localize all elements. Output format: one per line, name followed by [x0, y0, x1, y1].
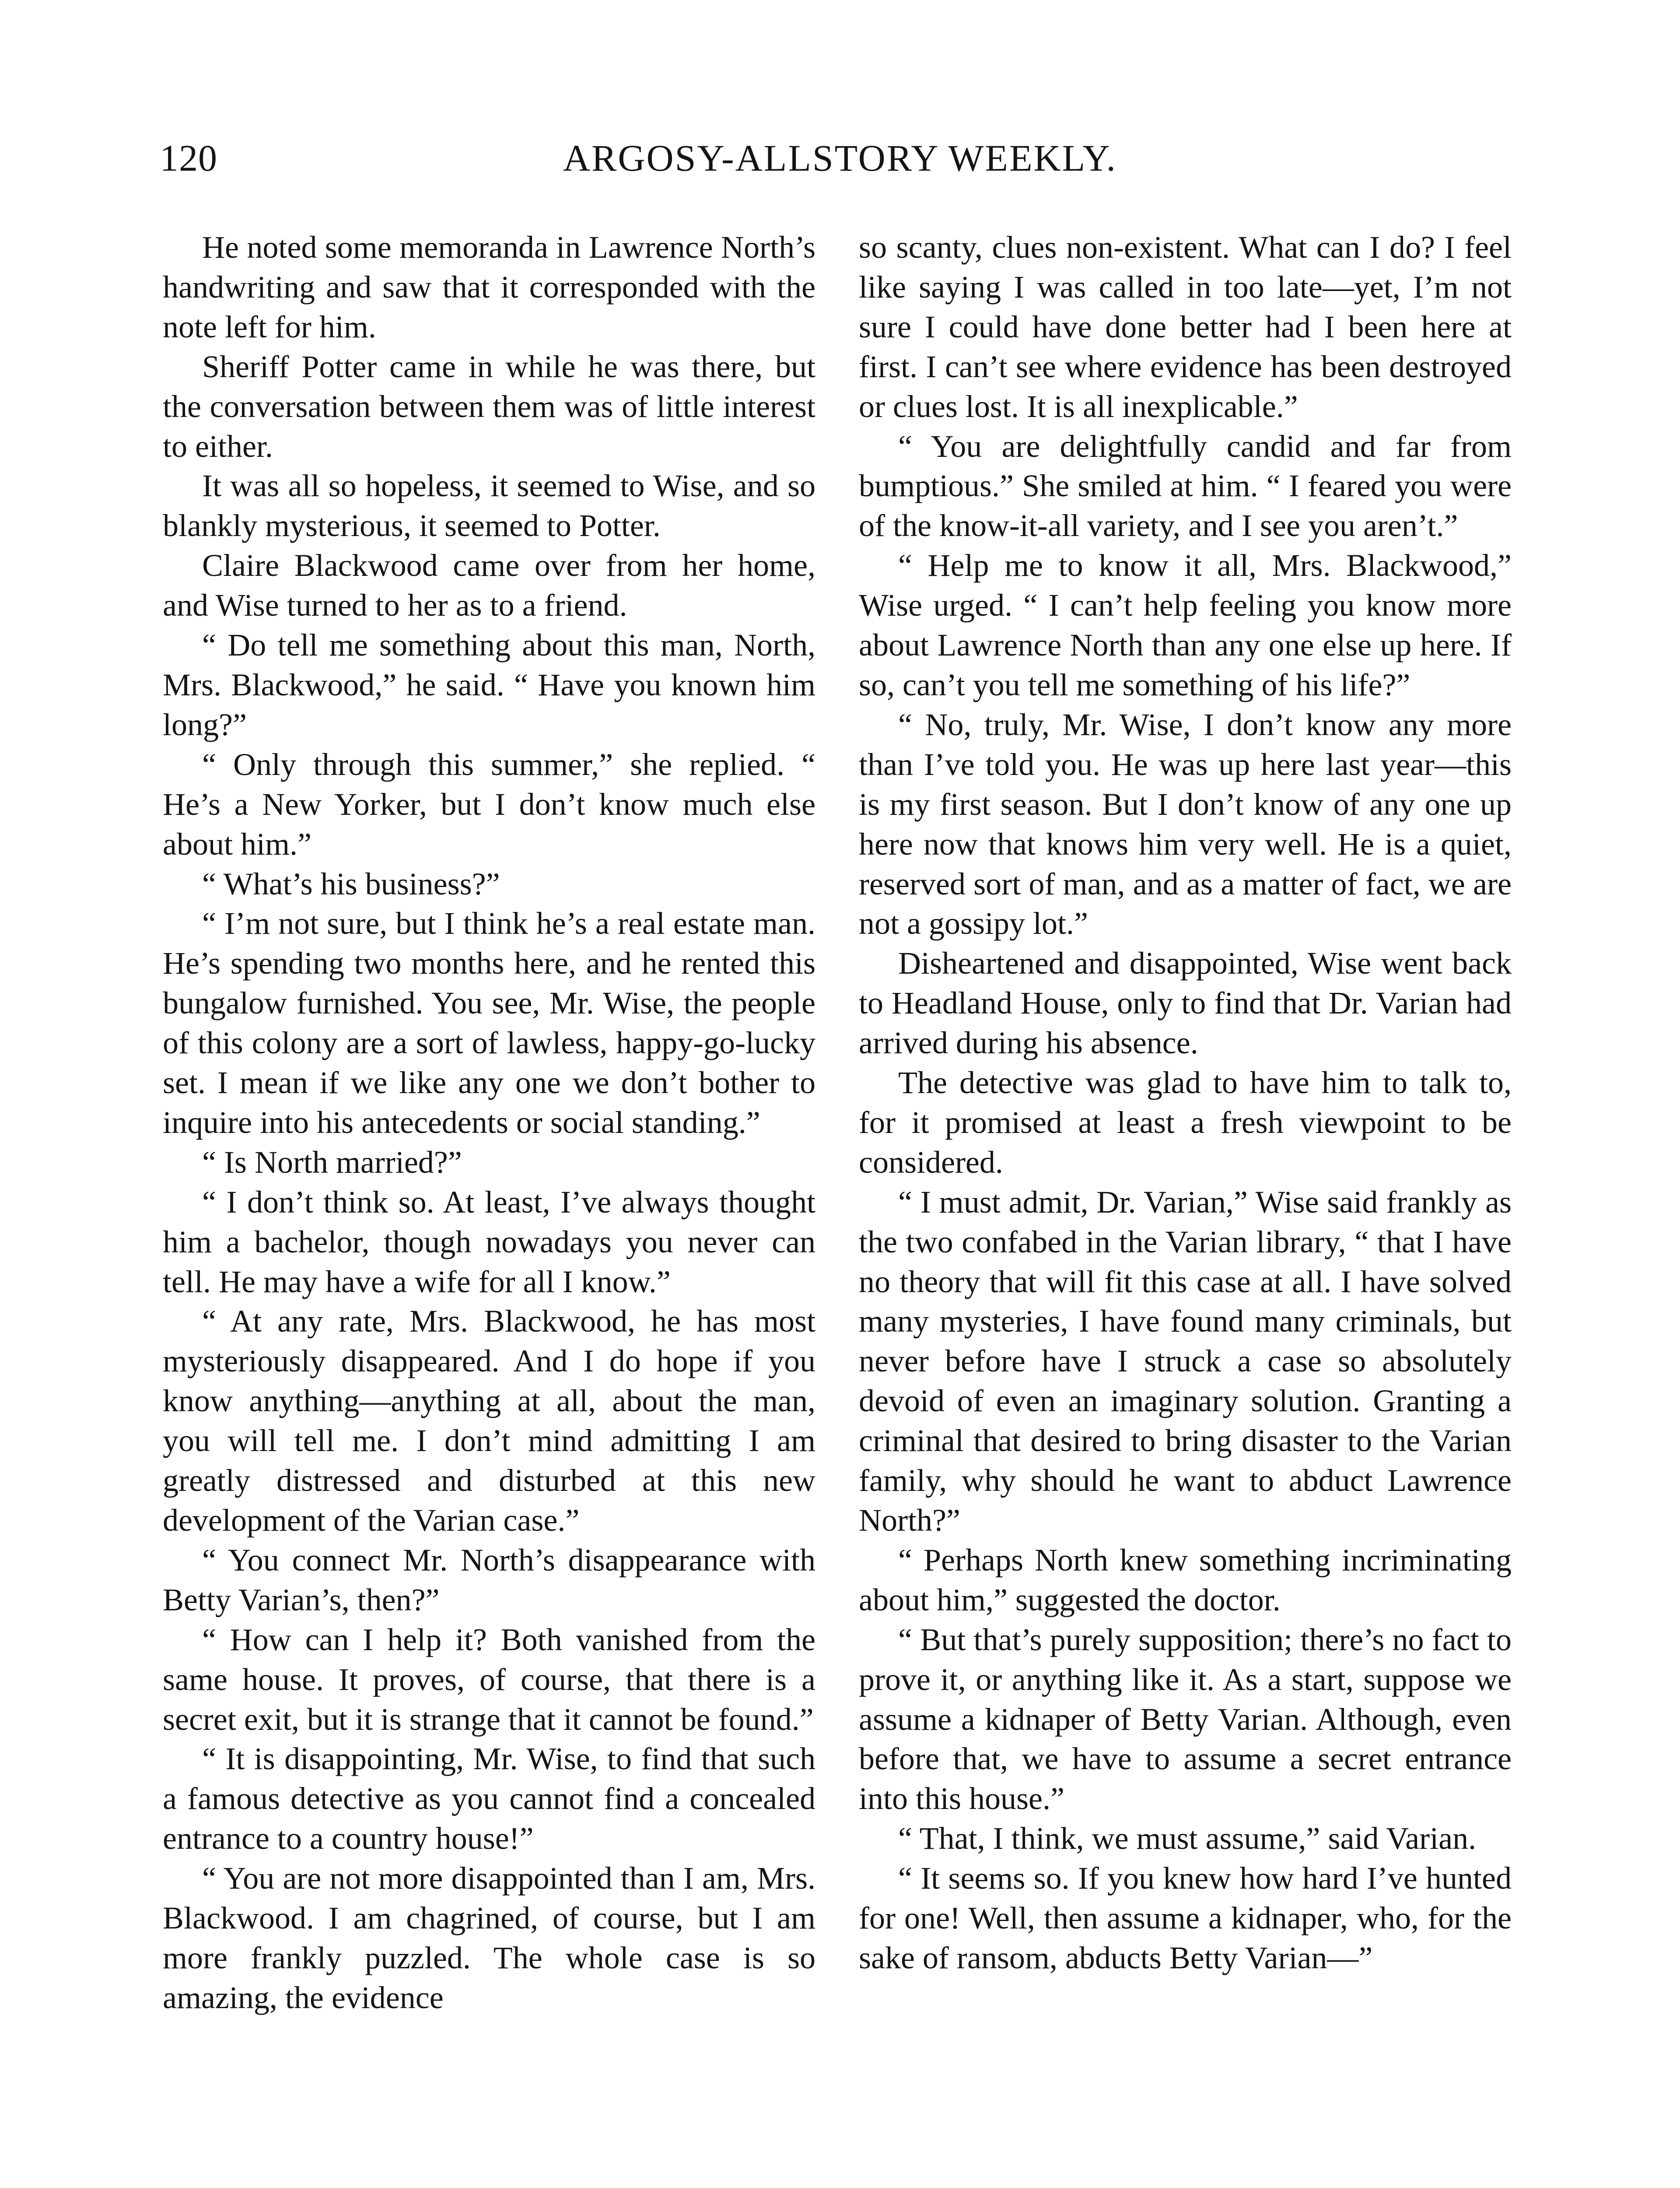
paragraph: “ Help me to know it all, Mrs. Blackwood,” Wise urged. “ I can’t help feeling you know more about Lawrence North than any one else up here. If so, can’t you tell me something of his life?” — [859, 548, 1512, 702]
paragraph: “ At any rate, Mrs. Blackwood, he has most mysteriously disappeared. And I do hope if you know anything—anything at all, about the man, you will tell me. I don’t mind admitting I am greatly distressed and disturbed at this new development of the Varian case.” — [163, 1304, 816, 1538]
left-column — [163, 228, 816, 2018]
paragraph: “ How can I help it? Both vanished from the same house. It proves, of course, that there is a secret exit, but it is strange that it cannot be found.” — [163, 1622, 816, 1737]
paragraph: “ It is disappointing, Mr. Wise, to find that such a famous detective as you cannot find a concealed entrance to a country house!” — [163, 1741, 816, 1856]
paragraph: “ It seems so. If you knew how hard I’ve hunted for one! Well, then assume a kidnaper, who, for the sake of ransom, abducts Betty Varian—” — [859, 1861, 1512, 1975]
right-column — [859, 228, 1512, 1978]
paragraph: “ Is North married?” — [202, 1144, 462, 1180]
paragraph: so scanty, clues non-existent. What can I do? I feel like saying I was called in too late—yet, I’m not sure I could have done better had I been here at first. I can’t see where evidence has been destroyed or clues lost. It is all inexplicable.” — [859, 230, 1512, 424]
paragraph: “ But that’s purely supposition; there’s no fact to prove it, or anything like it. As a start, suppose we assume a kidnaper of Betty Varian. Although, even before that, we have to assume a secret entrance into this house.” — [859, 1622, 1512, 1816]
running-head: ARGOSY-ALLSTORY WEEKLY. — [563, 137, 1117, 179]
paragraph: He noted some memoranda in Lawrence North’s handwriting and saw that it corresponded with the note left for him. — [163, 230, 816, 344]
paragraph: “ I’m not sure, but I think he’s a real estate man. He’s spending two months here, and he rented this bungalow furnished. You see, Mr. Wise, the people of this colony are a sort of lawless, happy-go-lucky set. I mean if we like any one we don’t bother to inquire into his antecedents or social standing.” — [163, 906, 816, 1140]
paragraph: The detective was glad to have him to talk to, for it promised at least a fresh viewpoint to be considered. — [859, 1065, 1512, 1180]
paragraph: Disheartened and disappointed, Wise went back to Headland House, only to find that Dr. Varian had arrived during his absence. — [859, 946, 1512, 1061]
paragraph: “ Only through this summer,” she replied. “ He’s a New Yorker, but I don’t know much else about him.” — [163, 747, 816, 862]
paragraph: “ No, truly, Mr. Wise, I don’t know any more than I’ve told you. He was up here last year—this is my first season. But I don’t know of any one up here now that knows him very well. He is a quiet, reserved sort of man, and as a matter of fact, we are not a gossipy lot.” — [859, 707, 1512, 941]
paragraph: “ Perhaps North knew something incriminating about him,” suggested the doctor. — [859, 1542, 1512, 1617]
paragraph: Sheriff Potter came in while he was there, but the conversation between them was of little interest to either. — [163, 349, 816, 464]
paragraph: “ What’s his business?” — [202, 866, 500, 901]
paragraph: “ You are not more disappointed than I am, Mrs. Blackwood. I am chagrined, of course, but I am more frankly puzzled. The whole case is so amazing, the evidence — [163, 1861, 816, 2015]
paragraph: It was all so hopeless, it seemed to Wise, and so blankly mysterious, it seemed to Potter. — [163, 468, 816, 543]
paragraph: “ That, I think, we must assume,” said Varian. — [898, 1821, 1477, 1856]
paragraph: Claire Blackwood came over from her home, and Wise turned to her as to a friend. — [163, 548, 816, 623]
paragraph: “ I must admit, Dr. Varian,” Wise said frankly as the two confabed in the Varian library, “ that I have no theory that will fit this case at all. I have solved many mysteries, I have found many criminals, but never before have I struck a case so absolutely devoid of even an imaginary solution. Granting a criminal that desired to bring disaster to the Varian family, why should he want to abduct Lawrence North?” — [859, 1184, 1512, 1538]
paragraph: “ Do tell me something about this man, North, Mrs. Blackwood,” he said. “ Have you known him long?” — [163, 628, 816, 742]
paragraph: “ I don’t think so. At least, I’ve always thought him a bachelor, though nowadays you never can tell. He may have a wife for all I know.” — [163, 1184, 816, 1299]
paragraph: “ You are delightfully candid and far from bumptious.” She smiled at him. “ I feared you were of the know-it-all variety, and I see you aren’t.” — [859, 428, 1512, 543]
page-number: 120 — [160, 137, 217, 179]
paragraph: “ You connect Mr. North’s disappearance with Betty Varian’s, then?” — [163, 1542, 816, 1617]
